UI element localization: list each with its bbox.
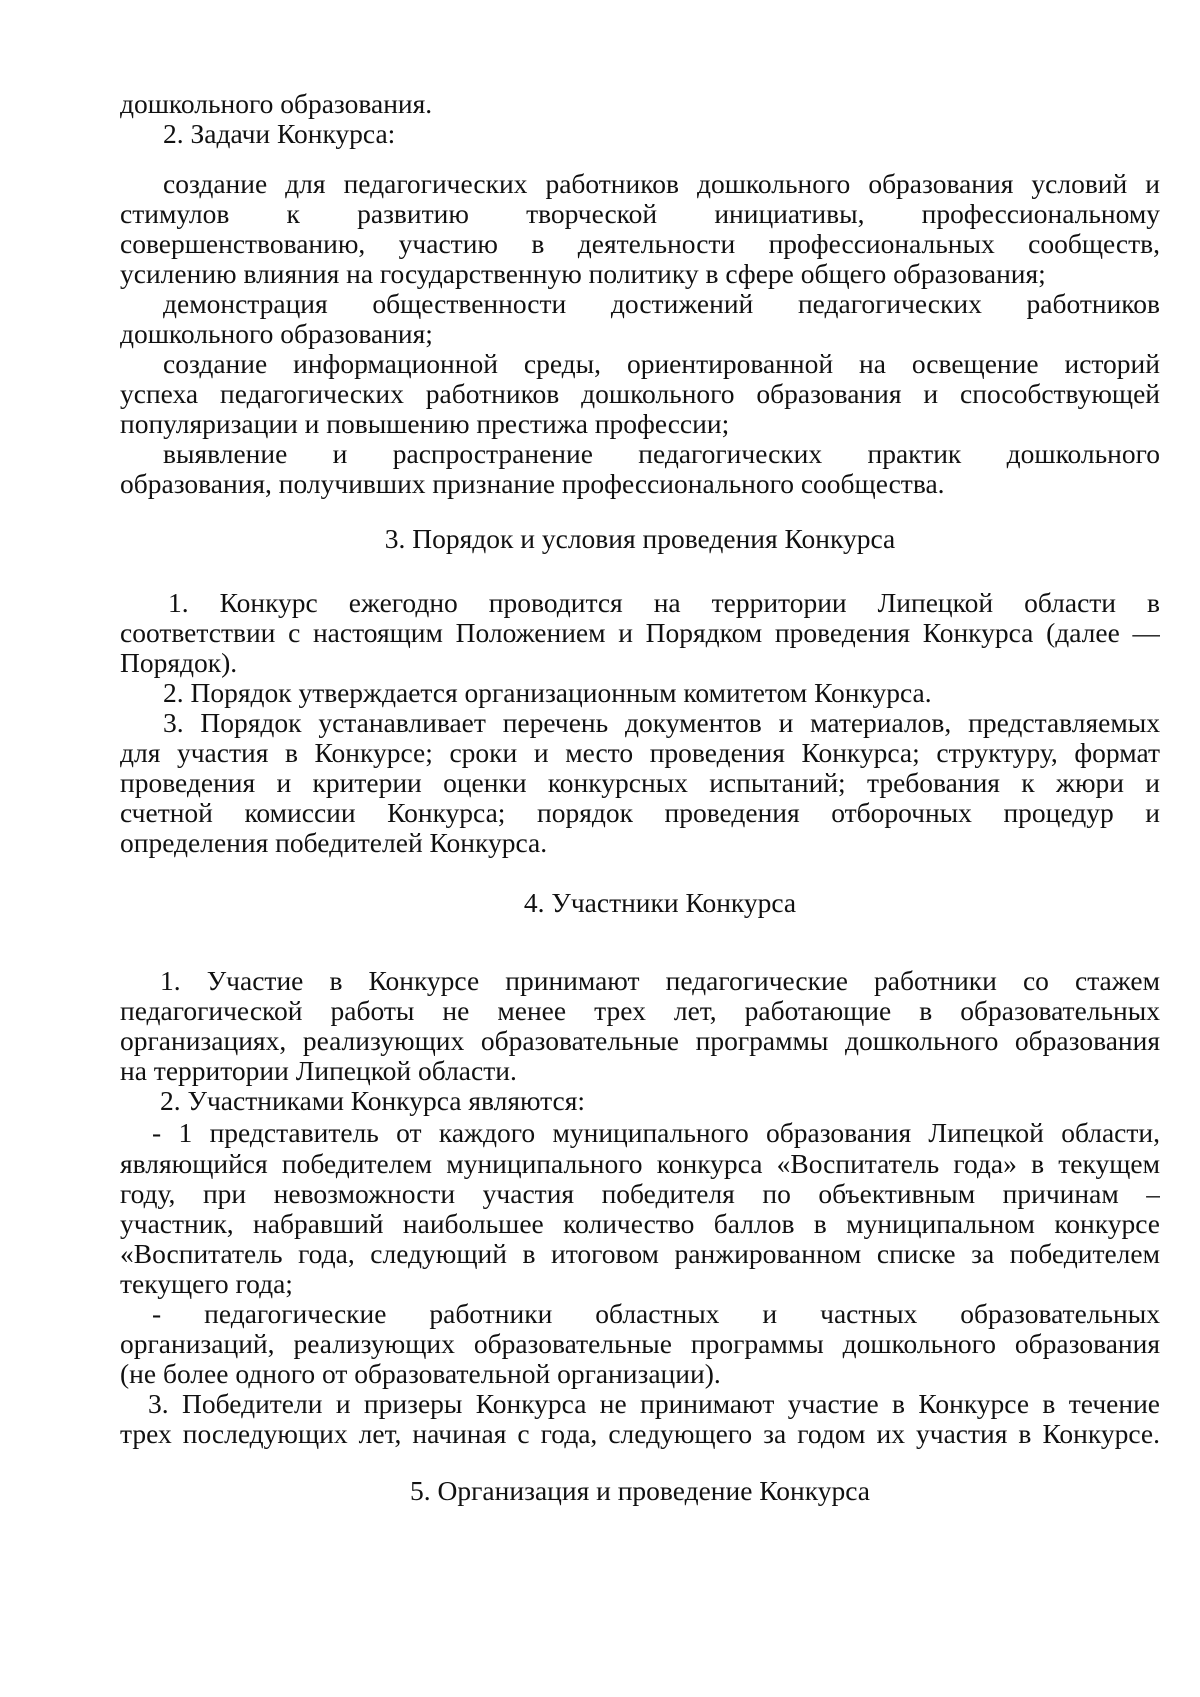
text-line: демонстрация общественности достижений педагогических работников xyxy=(163,288,1160,319)
text-line: 3. Победители и призеры Конкурса не принимают участие в Конкурсе в течение xyxy=(148,1388,1160,1419)
text-line: соответствии с настоящим Положением и Порядком проведения Конкурса (далее — xyxy=(120,617,1160,648)
section-heading: 4. Участники Конкурса xyxy=(523,887,797,918)
text-line: определения победителей Конкурса. xyxy=(120,827,548,858)
text-line: участник, набравший наибольшее количество баллов в муниципальном конкурсе xyxy=(120,1208,1160,1239)
text-line: дошкольного образования; xyxy=(120,318,433,349)
text-line: 2. Участниками Конкурса являются: xyxy=(160,1085,586,1116)
text-line: совершенствованию, участию в деятельности профессиональных сообществ, xyxy=(120,228,1160,259)
text-line: проведения и критерии оценки конкурсных испытаний; требования к жюри и xyxy=(120,767,1160,798)
text-line: - педагогические работники областных и частных образовательных xyxy=(152,1298,1160,1329)
text-line: стимулов к развитию творческой инициативы, профессиональному xyxy=(120,198,1160,229)
text-line: (не более одного от образовательной организации). xyxy=(120,1358,721,1389)
text-line: трех последующих лет, начиная с года, следующего за годом их участия в Конкурсе. xyxy=(120,1418,1160,1449)
text-line: организаций, реализующих образовательные программы дошкольного образования xyxy=(120,1328,1160,1359)
text-line: усилению влияния на государственную политику в сфере общего образования; xyxy=(120,258,1046,289)
text-line: 1. Участие в Конкурсе принимают педагогические работники со стажем xyxy=(160,965,1160,996)
text-line: году, при невозможности участия победителя по объективным причинам – xyxy=(120,1178,1160,1209)
text-line: дошкольного образования. xyxy=(120,88,433,119)
text-line: создание информационной среды, ориентированной на освещение историй xyxy=(163,348,1160,379)
text-line: 1. Конкурс ежегодно проводится на территории Липецкой области в xyxy=(168,587,1160,618)
text-line: популяризации и повышению престижа профессии; xyxy=(120,408,730,439)
text-line: счетной комиссии Конкурса; порядок проведения отборочных процедур и xyxy=(120,797,1160,828)
text-line: создание для педагогических работников дошкольного образования условий и xyxy=(163,168,1160,199)
text-line: - 1 представитель от каждого муниципального образования Липецкой области, xyxy=(152,1117,1160,1148)
list-item-heading: 2. Задачи Конкурса: xyxy=(163,118,396,149)
text-line: «Воспитатель года, следующий в итоговом ранжированном списке за победителем xyxy=(120,1238,1160,1269)
text-line: текущего года; xyxy=(120,1268,293,1299)
section-heading: 3. Порядок и условия проведения Конкурса xyxy=(384,523,896,554)
text-line: на территории Липецкой области. xyxy=(120,1055,517,1086)
text-line: выявление и распространение педагогических практик дошкольного xyxy=(163,438,1160,469)
text-line: Порядок). xyxy=(120,647,238,678)
text-line: для участия в Конкурсе; сроки и место проведения Конкурса; структуру, формат xyxy=(120,737,1160,768)
text-line: 2. Порядок утверждается организационным комитетом Конкурса. xyxy=(163,677,932,708)
text-line: являющийся победителем муниципального конкурса «Воспитатель года» в текущем xyxy=(120,1148,1160,1179)
text-line: педагогической работы не менее трех лет, работающие в образовательных xyxy=(120,995,1160,1026)
text-line: успеха педагогических работников дошкольного образования и способствующей xyxy=(120,378,1160,409)
text-line: организациях, реализующих образовательные программы дошкольного образования xyxy=(120,1025,1160,1056)
section-heading: 5. Организация и проведение Конкурса xyxy=(410,1475,870,1506)
text-line: 3. Порядок устанавливает перечень документов и материалов, представляемых xyxy=(163,707,1160,738)
text-line: образования, получивших признание профессионального сообщества. xyxy=(120,468,945,499)
